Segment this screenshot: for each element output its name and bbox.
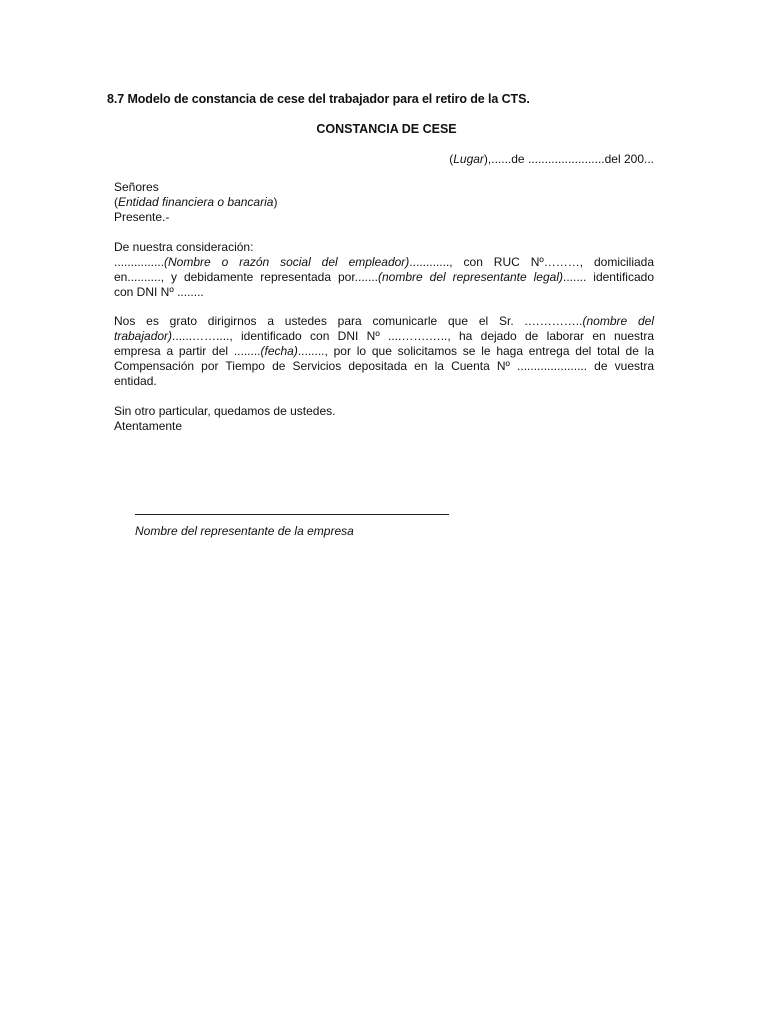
p2-line-5: entidad. bbox=[114, 374, 157, 388]
p2-l3-c: ........, por lo que solicitamos se le haga entrega del total de la bbox=[297, 344, 654, 358]
p2-line-2 bbox=[114, 329, 654, 344]
p2-l1-a: Nos es grato dirigirnos a ustedes para comunicarle que el Sr. .………….. bbox=[114, 314, 583, 328]
addressee-line-3: Presente.- bbox=[114, 210, 170, 224]
p1-line-1 bbox=[114, 255, 654, 270]
date-line-rest: ),......de .......................del 200... bbox=[483, 152, 654, 166]
p2-l2-a: trabajador) bbox=[114, 329, 173, 343]
document-title: CONSTANCIA DE CESE bbox=[316, 122, 457, 136]
closing-line-1: Sin otro particular, quedamos de ustedes. bbox=[114, 404, 336, 418]
p2-l1-b: (nombre del bbox=[582, 314, 654, 328]
section-heading: 8.7 Modelo de constancia de cese del trabajador para el retiro de la CTS. bbox=[107, 92, 530, 106]
addressee-line-1: Señores bbox=[114, 180, 159, 194]
p1-l1-a: ............... bbox=[114, 255, 165, 269]
p2-line-1 bbox=[114, 314, 654, 329]
paragraph-2 bbox=[114, 314, 654, 389]
p2-l2-b: ......……...., identificado con DNI Nº ....…….….., ha dejado de laborar en nuestra bbox=[172, 329, 654, 343]
closing-block bbox=[114, 404, 654, 434]
signature-line bbox=[135, 514, 449, 515]
p1-l2-c: ....... identificado bbox=[562, 270, 654, 284]
addressee-open: ( bbox=[114, 195, 118, 209]
p2-line-3 bbox=[114, 344, 654, 359]
signature-label: Nombre del representante de la empresa bbox=[135, 524, 354, 538]
closing-line-2: Atentamente bbox=[114, 419, 183, 433]
date-line-open: ( bbox=[449, 152, 454, 166]
salutation: De nuestra consideración: bbox=[114, 240, 254, 254]
p1-l2-b: (nombre del representante legal) bbox=[378, 270, 563, 284]
p1-l1-c: ............, con RUC Nº………, domiciliada bbox=[409, 255, 655, 269]
addressee-line-2 bbox=[114, 195, 654, 210]
addressee-block bbox=[114, 180, 654, 225]
p1-l2-a: en.........., y debidamente representada por....... bbox=[114, 270, 378, 284]
p2-line-4: Compensación por Tiempo de Servicios depositada en la Cuenta Nº ..................... de vuestra bbox=[114, 359, 654, 373]
p1-line-3: con DNI Nº ........ bbox=[114, 285, 204, 299]
p2-l3-a: empresa a partir del ........ bbox=[114, 344, 261, 358]
date-line bbox=[449, 152, 654, 167]
p1-l1-b: (Nombre o razón social del empleador) bbox=[164, 255, 410, 269]
p1-line-2 bbox=[114, 270, 654, 285]
p2-l3-b: (fecha) bbox=[260, 344, 298, 358]
date-line-place: Lugar bbox=[453, 152, 484, 166]
addressee-entity: Entidad financiera o bancaria bbox=[118, 195, 274, 209]
addressee-close: ) bbox=[273, 195, 278, 209]
paragraph-1 bbox=[114, 240, 654, 300]
